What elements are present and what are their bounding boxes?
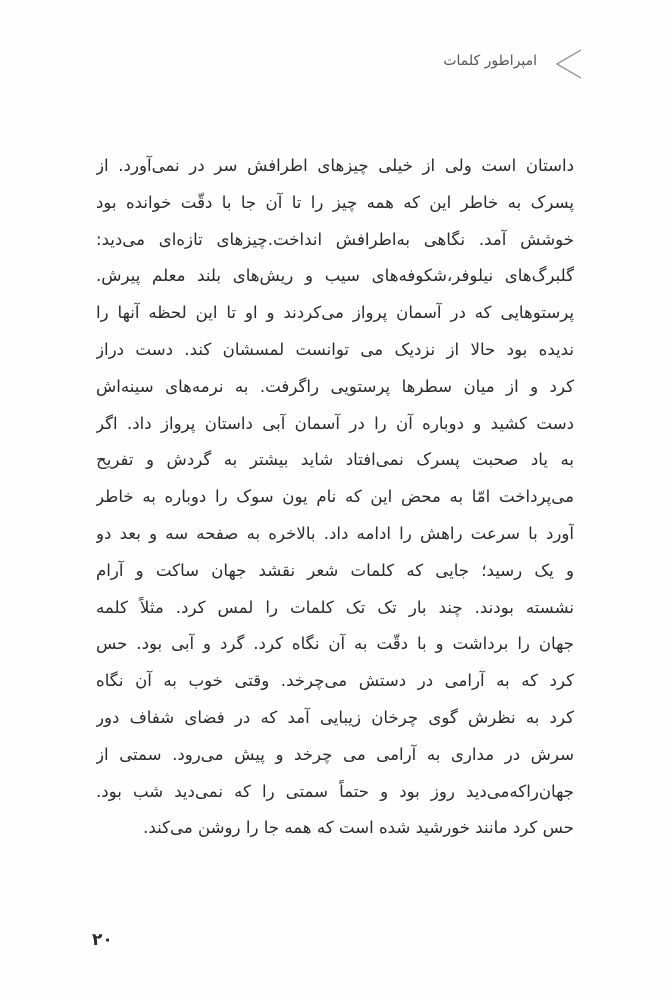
page-number: ۲۰ [92, 930, 113, 950]
text-line: دست کشید و دوباره آن را در آسمان آبی داستان پرواز داد. اگر [96, 413, 574, 433]
text-line: حس کرد مانند خورشید شده است که همه جا را روشن می‌کند. [143, 818, 574, 838]
text-line: کرد به نظرش گوی چرخان زیبایی آمد که در فضای شفاف دور [96, 707, 574, 727]
text-line: خوشش آمد. نگاهی به‌اطرافش انداخت.چیزهای تازه‌ای می‌دید: [96, 229, 574, 249]
text-line: به یاد صحبت پسرک نمی‌افتاد شاید بیشتر به گردش و تفریح [96, 450, 574, 470]
text-line: کرد که به آرامی در دستش می‌چرخد. وقتی خوب به آن نگاه [96, 671, 574, 691]
running-header [347, 46, 587, 82]
text-line: آورد با سرعت راهش را ادامه داد. بالاخره به صفحه سه و بعد دو [96, 523, 574, 543]
running-title: امپراطور کلمات [443, 53, 537, 69]
text-line: پسرک به خاطر این که همه چیز را تا آن جا با دقّت خوانده بود [96, 192, 574, 212]
text-line: پرستوهایی که در آسمان پرواز می‌کردند و او تا این لحظه آنها را [96, 303, 574, 323]
text-line: ندیده بود حالا از نزدیک می توانست لمسشان کند. دست دراز [96, 339, 574, 359]
text-line: و یک رسید؛ جایی که کلمات شعر نقشد جهان ساکت و آرام [96, 560, 574, 580]
text-line: گلبرگ‌های نیلوفر،شکوفه‌های سیب و ریش‌های بلند معلم پیرش. [96, 266, 574, 286]
text-line: نشسته بودند. چند بار تک تک کلمات را لمس کرد. مثلاً کلمه [96, 597, 574, 617]
text-line: می‌پرداخت امّا به محض این که نام یون سوک را دوباره به خاطر [96, 487, 574, 507]
text-line: سرش در مداری به آرامی می چرخد و پیش می‌رود. سمتی از [96, 744, 574, 764]
text-line: جهان را برداشت و با دقّت به آن نگاه کرد. گرد و آبی بود. حس [96, 634, 574, 654]
text-line: داستان است ولی از خیلی چیزهای اطرافش سر در نمی‌آورد. از [96, 156, 574, 175]
text-line: جهان‌راکه‌می‌دید روز بود و حتماً سمتی را که نمی‌دید شب بود. [96, 781, 574, 801]
body-text [96, 148, 574, 847]
triangle-outline-icon [551, 46, 587, 82]
text-line: کرد و از میان سطرها پرستویی راگرفت. به نرمه‌های سینه‌اش [96, 376, 574, 396]
